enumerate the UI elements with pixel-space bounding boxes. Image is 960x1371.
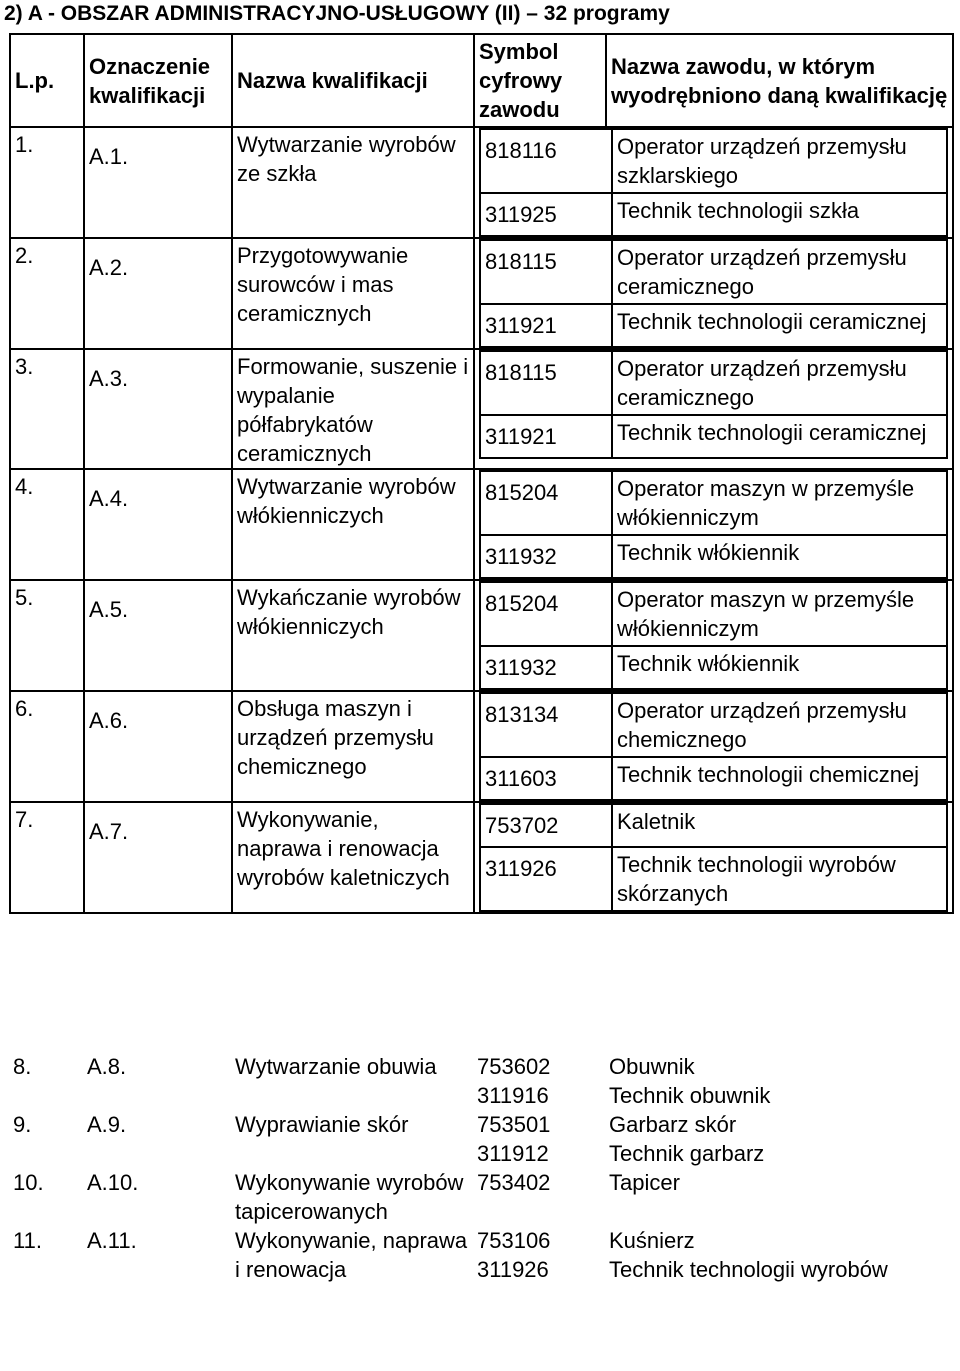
table-row	[10, 691, 953, 802]
professions-block	[474, 238, 953, 349]
table-row	[10, 580, 953, 691]
profession-row	[480, 535, 947, 578]
professions-block	[474, 691, 953, 802]
profession-name: Operator urządzeń przemysłu szklarskiego	[612, 129, 947, 193]
profession-name: Technik włókiennik	[612, 535, 947, 578]
profession-row	[480, 351, 947, 415]
code-cell	[84, 691, 232, 802]
profession-symbol: 813134	[480, 693, 612, 757]
qualification-code: A.4.	[89, 486, 129, 511]
profession-row	[473, 1226, 952, 1255]
profession-name: Technik garbarz	[609, 1141, 765, 1166]
table-row	[10, 802, 953, 913]
qualification-code: A.3.	[89, 366, 129, 391]
profession-row	[480, 129, 947, 193]
code-cell	[84, 238, 232, 349]
lp-cell: 6.	[10, 691, 84, 802]
qualification-name: Wytwarzanie wyrobów włókienniczych	[232, 469, 474, 580]
profession-name: Technik technologii wyrobów	[609, 1257, 888, 1282]
profession-name: Technik obuwnik	[609, 1083, 771, 1108]
professions-block	[473, 1110, 952, 1168]
professions-table	[473, 1052, 952, 1110]
table-row	[9, 1168, 952, 1226]
code-cell	[84, 469, 232, 580]
qualification-code: A.10.	[87, 1170, 139, 1195]
lp-cell: 7.	[10, 802, 84, 913]
qualification-code: A.6.	[89, 708, 129, 733]
table-body-plain	[9, 1052, 952, 1284]
table-row	[10, 238, 953, 349]
qualification-name: Wyprawianie skór	[235, 1112, 409, 1137]
profession-symbol: 311925	[480, 193, 612, 236]
qualifications-table-continued	[9, 1052, 952, 1284]
profession-name: Kaletnik	[612, 804, 947, 847]
table-row	[9, 1110, 952, 1168]
code-cell	[84, 802, 232, 913]
lp-cell: 10.	[13, 1170, 44, 1195]
profession-name: Obuwnik	[609, 1054, 695, 1079]
page-title: 2) A - OBSZAR ADMINISTRACYJNO-USŁUGOWY (II) – 32 programy	[4, 2, 670, 25]
professions-table	[473, 1226, 952, 1284]
profession-symbol: 753501	[477, 1112, 551, 1137]
profession-row	[480, 804, 947, 847]
profession-row	[473, 1110, 952, 1139]
profession-row	[480, 304, 947, 347]
table-row	[10, 127, 953, 238]
profession-symbol: 311603	[480, 757, 612, 800]
qualification-name: Wytwarzanie wyrobów ze szkła	[232, 127, 474, 238]
profession-row	[480, 757, 947, 800]
qualification-code: A.11.	[87, 1228, 137, 1253]
profession-name: Operator maszyn w przemyśle włókienniczym	[612, 582, 947, 646]
table-row	[10, 349, 953, 469]
table-row	[9, 1052, 952, 1110]
profession-symbol: 753702	[480, 804, 612, 847]
professions-block	[473, 1226, 952, 1284]
lp-cell: 9.	[13, 1112, 32, 1137]
profession-symbol: 311926	[477, 1257, 549, 1282]
profession-name: Technik technologii ceramicznej	[612, 415, 947, 458]
code-cell	[83, 1110, 231, 1168]
lp-cell: 2.	[10, 238, 84, 349]
profession-symbol: 818116	[480, 129, 612, 193]
qualification-name: Wykańczanie wyrobów włókienniczych	[232, 580, 474, 691]
lp-cell: 8.	[13, 1054, 32, 1079]
qualifications-table	[9, 33, 954, 914]
qualification-code: A.5.	[89, 597, 129, 622]
profession-row	[480, 415, 947, 458]
professions-table	[479, 239, 948, 348]
professions-block	[474, 469, 953, 580]
header-symbol: Symbol cyfrowy zawodu	[474, 34, 606, 127]
qualification-code: A.7.	[89, 819, 129, 844]
profession-name: Operator maszyn w przemyśle włókienniczym	[612, 471, 947, 535]
profession-name: Technik technologii wyrobów skórzanych	[612, 847, 947, 911]
profession-symbol: 815204	[480, 471, 612, 535]
lp-cell: 3.	[10, 349, 84, 469]
professions-table	[473, 1168, 952, 1197]
profession-row	[480, 582, 947, 646]
profession-row	[480, 847, 947, 911]
profession-symbol: 815204	[480, 582, 612, 646]
table-body-bordered	[10, 127, 953, 913]
code-cell	[84, 580, 232, 691]
profession-name: Technik włókiennik	[612, 646, 947, 689]
lp-cell: 4.	[10, 469, 84, 580]
professions-table	[479, 350, 948, 459]
code-cell	[84, 349, 232, 469]
profession-symbol: 753106	[477, 1228, 551, 1253]
table-header-row	[10, 34, 953, 127]
profession-symbol: 818115	[480, 351, 612, 415]
lp-cell: 1.	[10, 127, 84, 238]
profession-row	[480, 693, 947, 757]
profession-symbol: 311921	[480, 415, 612, 458]
professions-table	[479, 803, 948, 912]
profession-name: Technik technologii ceramicznej	[612, 304, 947, 347]
qualification-code: A.8.	[87, 1054, 127, 1079]
profession-symbol: 311912	[477, 1141, 549, 1166]
lp-cell: 5.	[10, 580, 84, 691]
profession-name: Tapicer	[609, 1170, 680, 1195]
profession-symbol: 753402	[477, 1170, 551, 1195]
qualification-name: Wytwarzanie obuwia	[235, 1054, 437, 1079]
header-code: Oznaczenie kwalifikacji	[84, 34, 232, 127]
profession-symbol: 753602	[477, 1054, 551, 1079]
professions-table	[479, 470, 948, 579]
professions-block	[474, 580, 953, 691]
profession-symbol: 311926	[480, 847, 612, 911]
code-cell	[83, 1226, 231, 1284]
profession-symbol: 311932	[480, 535, 612, 578]
profession-row	[473, 1255, 952, 1284]
professions-block	[473, 1052, 952, 1110]
profession-name: Garbarz skór	[609, 1112, 737, 1137]
profession-row	[473, 1139, 952, 1168]
profession-name: Operator urządzeń przemysłu ceramicznego	[612, 351, 947, 415]
profession-row	[480, 193, 947, 236]
professions-block	[474, 802, 953, 913]
profession-name: Operator urządzeń przemysłu chemicznego	[612, 693, 947, 757]
qualification-name: Wykonywanie, naprawa i renowacja wyrobów kaletniczych	[232, 802, 474, 913]
qualification-code: A.1.	[89, 144, 129, 169]
profession-row	[480, 240, 947, 304]
header-lp: L.p.	[10, 34, 84, 127]
code-cell	[84, 127, 232, 238]
profession-row	[480, 646, 947, 689]
qualification-name: Obsługa maszyn i urządzeń przemysłu chemicznego	[232, 691, 474, 802]
professions-block	[473, 1168, 952, 1226]
qualification-name: Formowanie, suszenie i wypalanie półfabrykatów ceramicznych	[232, 349, 474, 469]
profession-name: Operator urządzeń przemysłu ceramicznego	[612, 240, 947, 304]
lp-cell: 11.	[13, 1228, 42, 1253]
code-cell	[83, 1168, 231, 1226]
professions-block	[474, 127, 953, 238]
professions-table	[479, 581, 948, 690]
profession-name: Kuśnierz	[609, 1228, 695, 1253]
qualification-code: A.2.	[89, 255, 129, 280]
profession-row	[473, 1168, 952, 1197]
profession-symbol: 311916	[477, 1083, 549, 1108]
header-name: Nazwa kwalifikacji	[232, 34, 474, 127]
profession-name: Technik technologii chemicznej	[612, 757, 947, 800]
code-cell	[83, 1052, 231, 1110]
professions-block	[474, 349, 953, 469]
profession-row	[473, 1081, 952, 1110]
profession-row	[473, 1052, 952, 1081]
profession-symbol: 818115	[480, 240, 612, 304]
profession-row	[480, 471, 947, 535]
table-row	[10, 469, 953, 580]
profession-symbol: 311932	[480, 646, 612, 689]
qualification-name: Przygotowywanie surowców i mas ceramicznych	[232, 238, 474, 349]
qualification-code: A.9.	[87, 1112, 127, 1137]
profession-symbol: 311921	[480, 304, 612, 347]
professions-table	[473, 1110, 952, 1168]
qualification-name: Wykonywanie wyrobów tapicerowanych	[235, 1170, 464, 1224]
qualification-name: Wykonywanie, naprawa i renowacja	[235, 1228, 468, 1282]
header-profession: Nazwa zawodu, w którym wyodrębniono daną kwalifikację	[606, 34, 953, 127]
professions-table	[479, 692, 948, 801]
table-row	[9, 1226, 952, 1284]
professions-table	[479, 128, 948, 237]
profession-name: Technik technologii szkła	[612, 193, 947, 236]
